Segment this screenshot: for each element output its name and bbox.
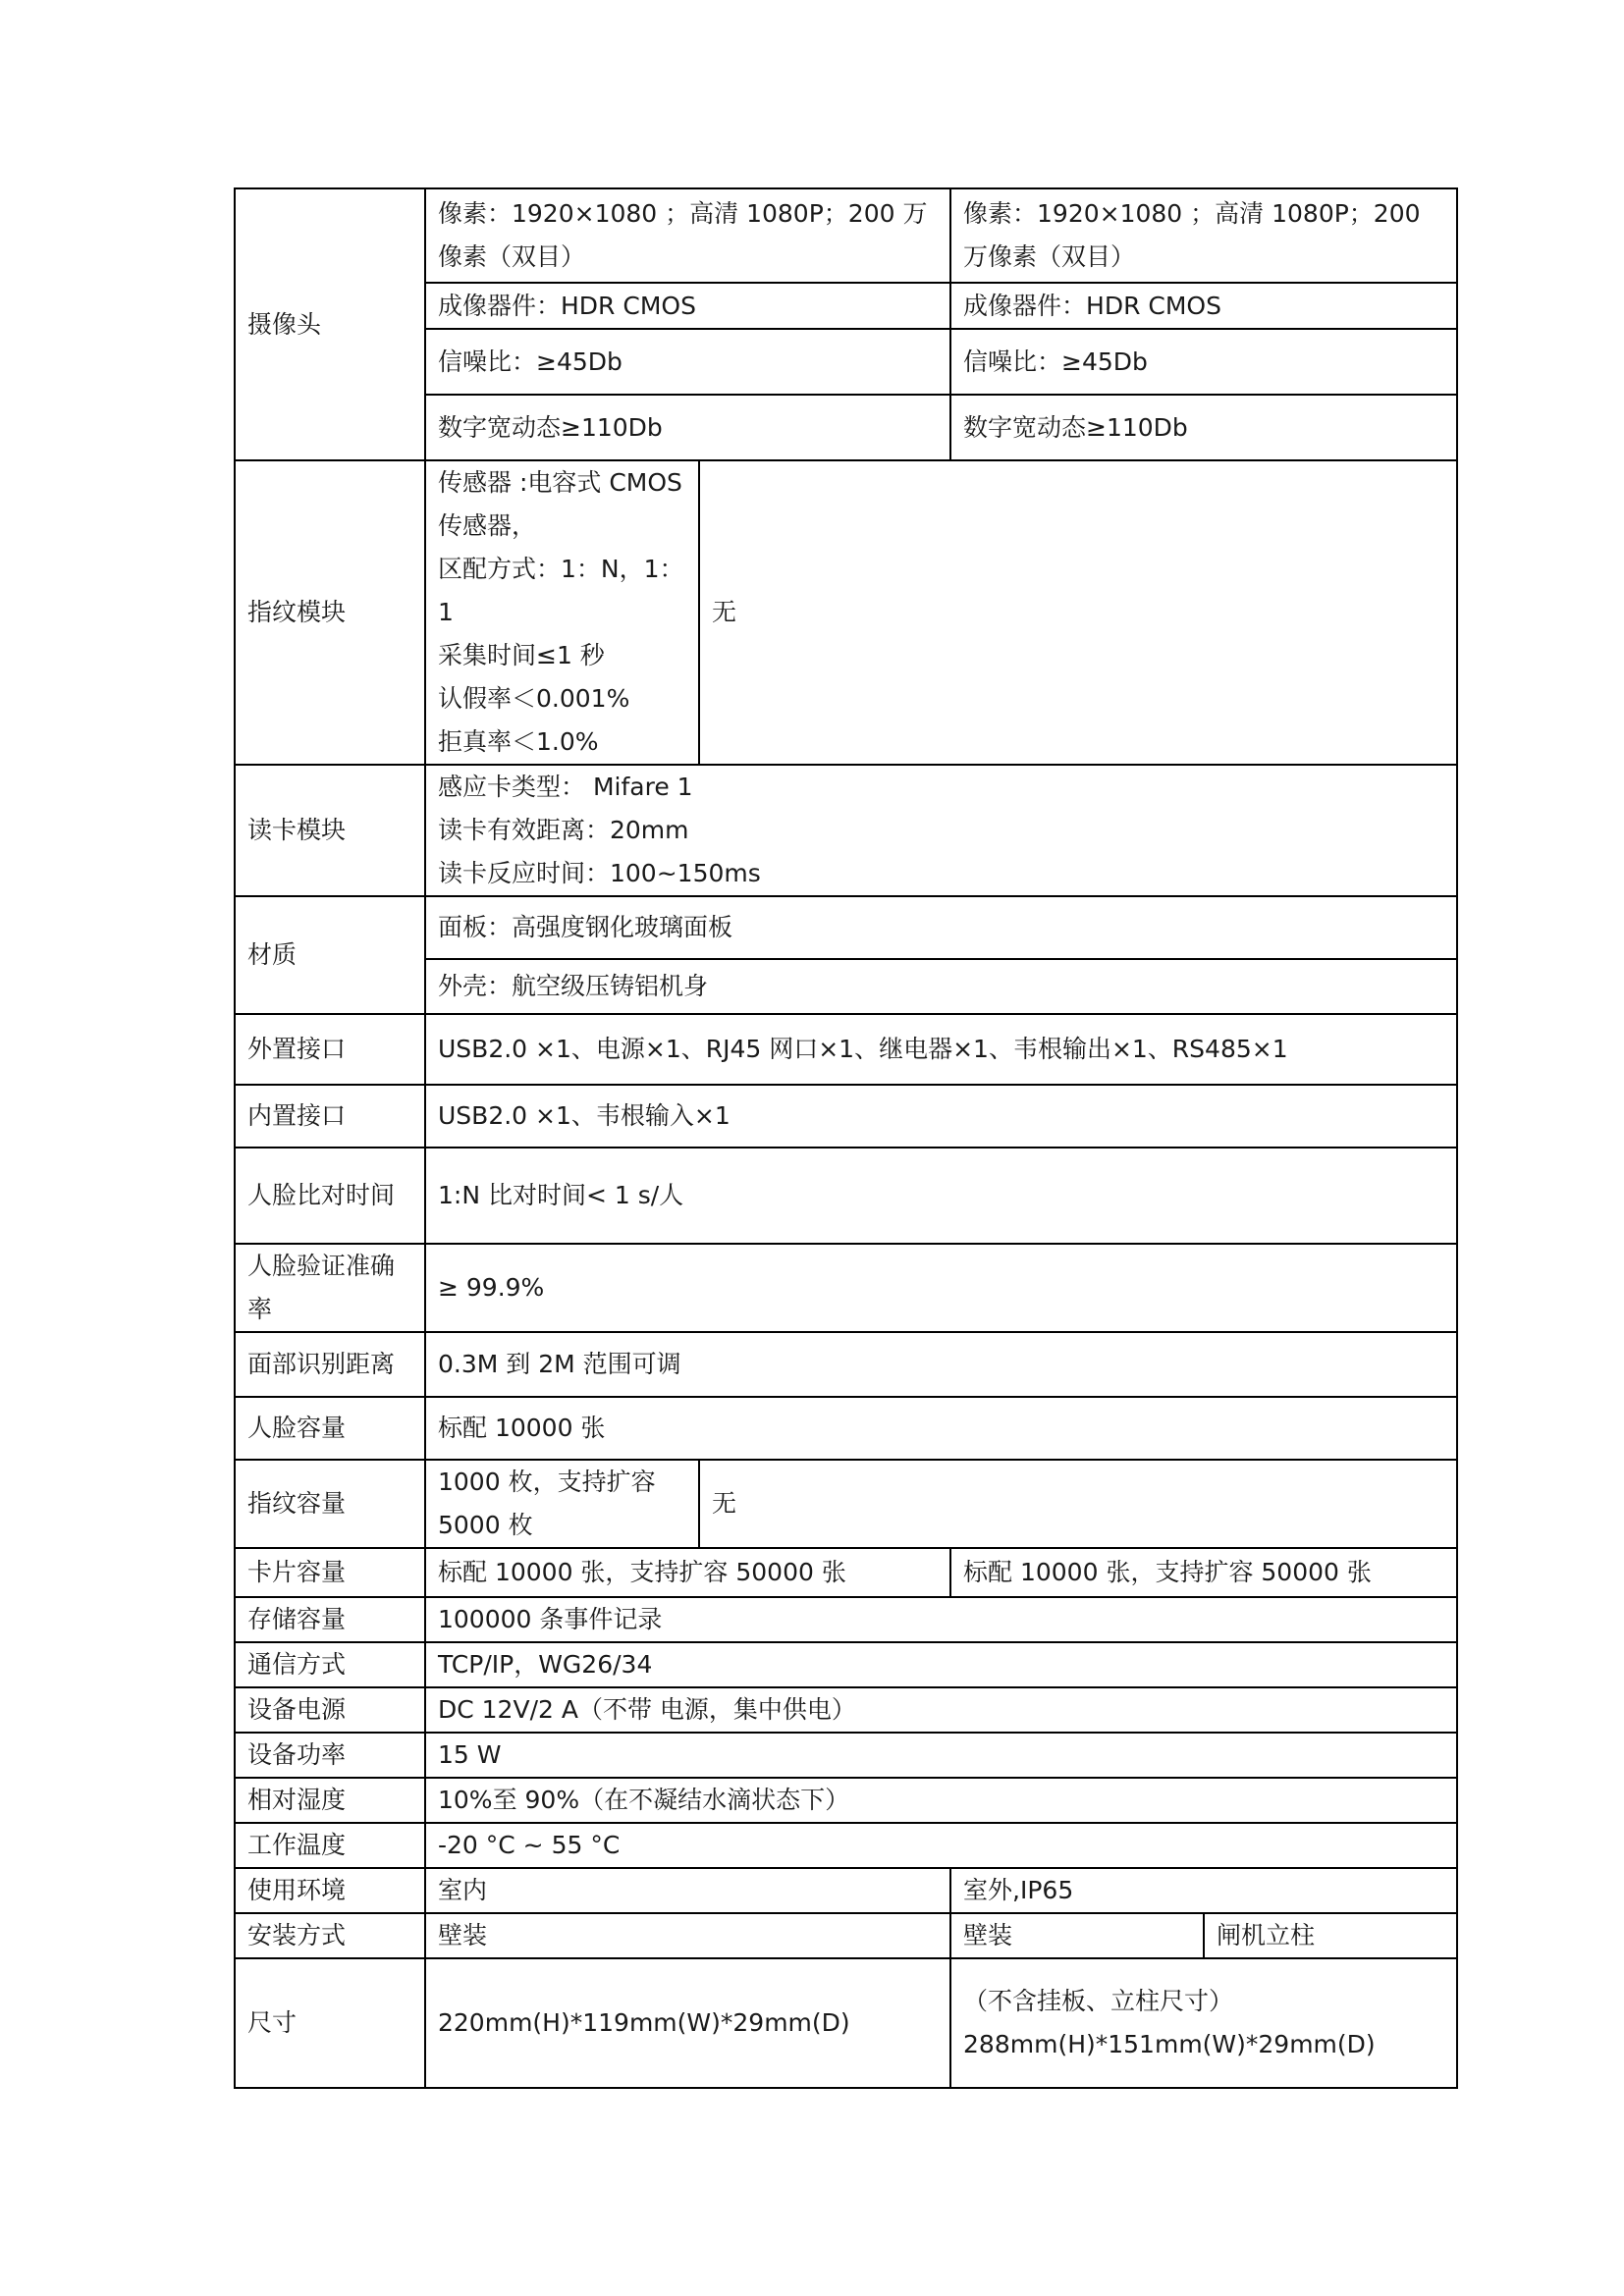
dimensions-value-b [950, 1958, 1457, 2088]
installation-label: 安装方式 [235, 1913, 425, 1958]
material-panel: 面板：高强度钢化玻璃面板 [425, 896, 1457, 959]
camera-sensor-b: 成像器件：HDR CMOS [950, 283, 1457, 329]
storage-label: 存储容量 [235, 1597, 425, 1642]
environment-value-a: 室内 [425, 1868, 950, 1913]
camera-snr-b: 信噪比：≥45Db [950, 329, 1457, 395]
fingerprint-spec-line: 认假率＜0.001% [438, 684, 630, 713]
environment-label: 使用环境 [235, 1868, 425, 1913]
power-consumption-value: 15 W [425, 1733, 1457, 1778]
fingerprint-spec-line: 区配方式：1：N，1： [438, 555, 684, 583]
card-reader-line: 读卡有效距离：20mm [438, 816, 689, 844]
camera-wdr-b: 数字宽动态≥110Db [950, 395, 1457, 460]
installation-value-a: 壁装 [425, 1913, 950, 1958]
power-value: DC 12V/2 A（不带 电源，集中供电） [425, 1687, 1457, 1733]
humidity-label: 相对湿度 [235, 1778, 425, 1823]
face-capacity-value: 标配 10000 张 [425, 1397, 1457, 1460]
camera-sensor-a: 成像器件：HDR CMOS [425, 283, 950, 329]
material-label: 材质 [235, 896, 425, 1014]
card-reader-line: 读卡反应时间：100~150ms [438, 859, 761, 887]
internal-ports-value: USB2.0 ×1、韦根输入×1 [425, 1085, 1457, 1148]
face-distance-value: 0.3M 到 2M 范围可调 [425, 1332, 1457, 1397]
fingerprint-none: 无 [699, 460, 1457, 765]
storage-value: 100000 条事件记录 [425, 1597, 1457, 1642]
fingerprint-capacity-none: 无 [699, 1460, 1457, 1548]
dimensions-note: （不含挂板、立柱尺寸） [963, 1987, 1234, 2015]
fingerprint-specs [425, 460, 699, 765]
fingerprint-capacity-value: 1000 枚，支持扩容 5000 枚 [425, 1460, 699, 1548]
face-compare-value: 1:N 比对时间< 1 s/人 [425, 1148, 1457, 1244]
face-capacity-label: 人脸容量 [235, 1397, 425, 1460]
fingerprint-spec-line: 拒真率＜1.0% [438, 727, 599, 756]
card-capacity-value-a: 标配 10000 张，支持扩容 50000 张 [425, 1548, 950, 1597]
card-reader-line: 感应卡类型： Mifare 1 [438, 773, 693, 801]
external-ports-value: USB2.0 ×1、电源×1、RJ45 网口×1、继电器×1、韦根输出×1、RS485×1 [425, 1014, 1457, 1085]
fingerprint-spec-line: 采集时间≤1 秒 [438, 641, 605, 669]
material-shell: 外壳：航空级压铸铝机身 [425, 959, 1457, 1014]
environment-value-b: 室外,IP65 [950, 1868, 1457, 1913]
power-label: 设备电源 [235, 1687, 425, 1733]
installation-value-b2: 闸机立柱 [1204, 1913, 1457, 1958]
spec-table [234, 187, 1458, 2089]
internal-ports-label: 内置接口 [235, 1085, 425, 1148]
communication-label: 通信方式 [235, 1642, 425, 1687]
card-capacity-value-b: 标配 10000 张，支持扩容 50000 张 [950, 1548, 1457, 1597]
fingerprint-spec-line: 1 [438, 598, 454, 626]
fingerprint-capacity-label: 指纹容量 [235, 1460, 425, 1548]
fingerprint-label: 指纹模块 [235, 460, 425, 765]
communication-value: TCP/IP，WG26/34 [425, 1642, 1457, 1687]
dimensions-label: 尺寸 [235, 1958, 425, 2088]
face-accuracy-label: 人脸验证准确率 [235, 1244, 425, 1332]
card-capacity-label: 卡片容量 [235, 1548, 425, 1597]
dimensions-value-a: 220mm(H)*119mm(W)*29mm(D) [425, 1958, 950, 2088]
dimensions-size: 288mm(H)*151mm(W)*29mm(D) [963, 2030, 1376, 2058]
face-distance-label: 面部识别距离 [235, 1332, 425, 1397]
fingerprint-spec-line: 传感器 :电容式 CMOS [438, 468, 682, 497]
face-compare-label: 人脸比对时间 [235, 1148, 425, 1244]
card-reader-specs [425, 765, 1457, 896]
camera-label: 摄像头 [235, 188, 425, 460]
card-reader-label: 读卡模块 [235, 765, 425, 896]
temperature-value: -20 °C ~ 55 °C [425, 1823, 1457, 1868]
power-consumption-label: 设备功率 [235, 1733, 425, 1778]
temperature-label: 工作温度 [235, 1823, 425, 1868]
camera-wdr-a: 数字宽动态≥110Db [425, 395, 950, 460]
camera-pixel-a: 像素：1920×1080 ；高清 1080P；200 万像素（双目） [425, 188, 950, 283]
fingerprint-spec-line: 传感器， [438, 511, 537, 540]
camera-pixel-b: 像素：1920×1080 ；高清 1080P；200 万像素（双目） [950, 188, 1457, 283]
external-ports-label: 外置接口 [235, 1014, 425, 1085]
camera-snr-a: 信噪比：≥45Db [425, 329, 950, 395]
humidity-value: 10%至 90%（在不凝结水滴状态下） [425, 1778, 1457, 1823]
face-accuracy-value: ≥ 99.9% [425, 1244, 1457, 1332]
installation-value-b1: 壁装 [950, 1913, 1204, 1958]
